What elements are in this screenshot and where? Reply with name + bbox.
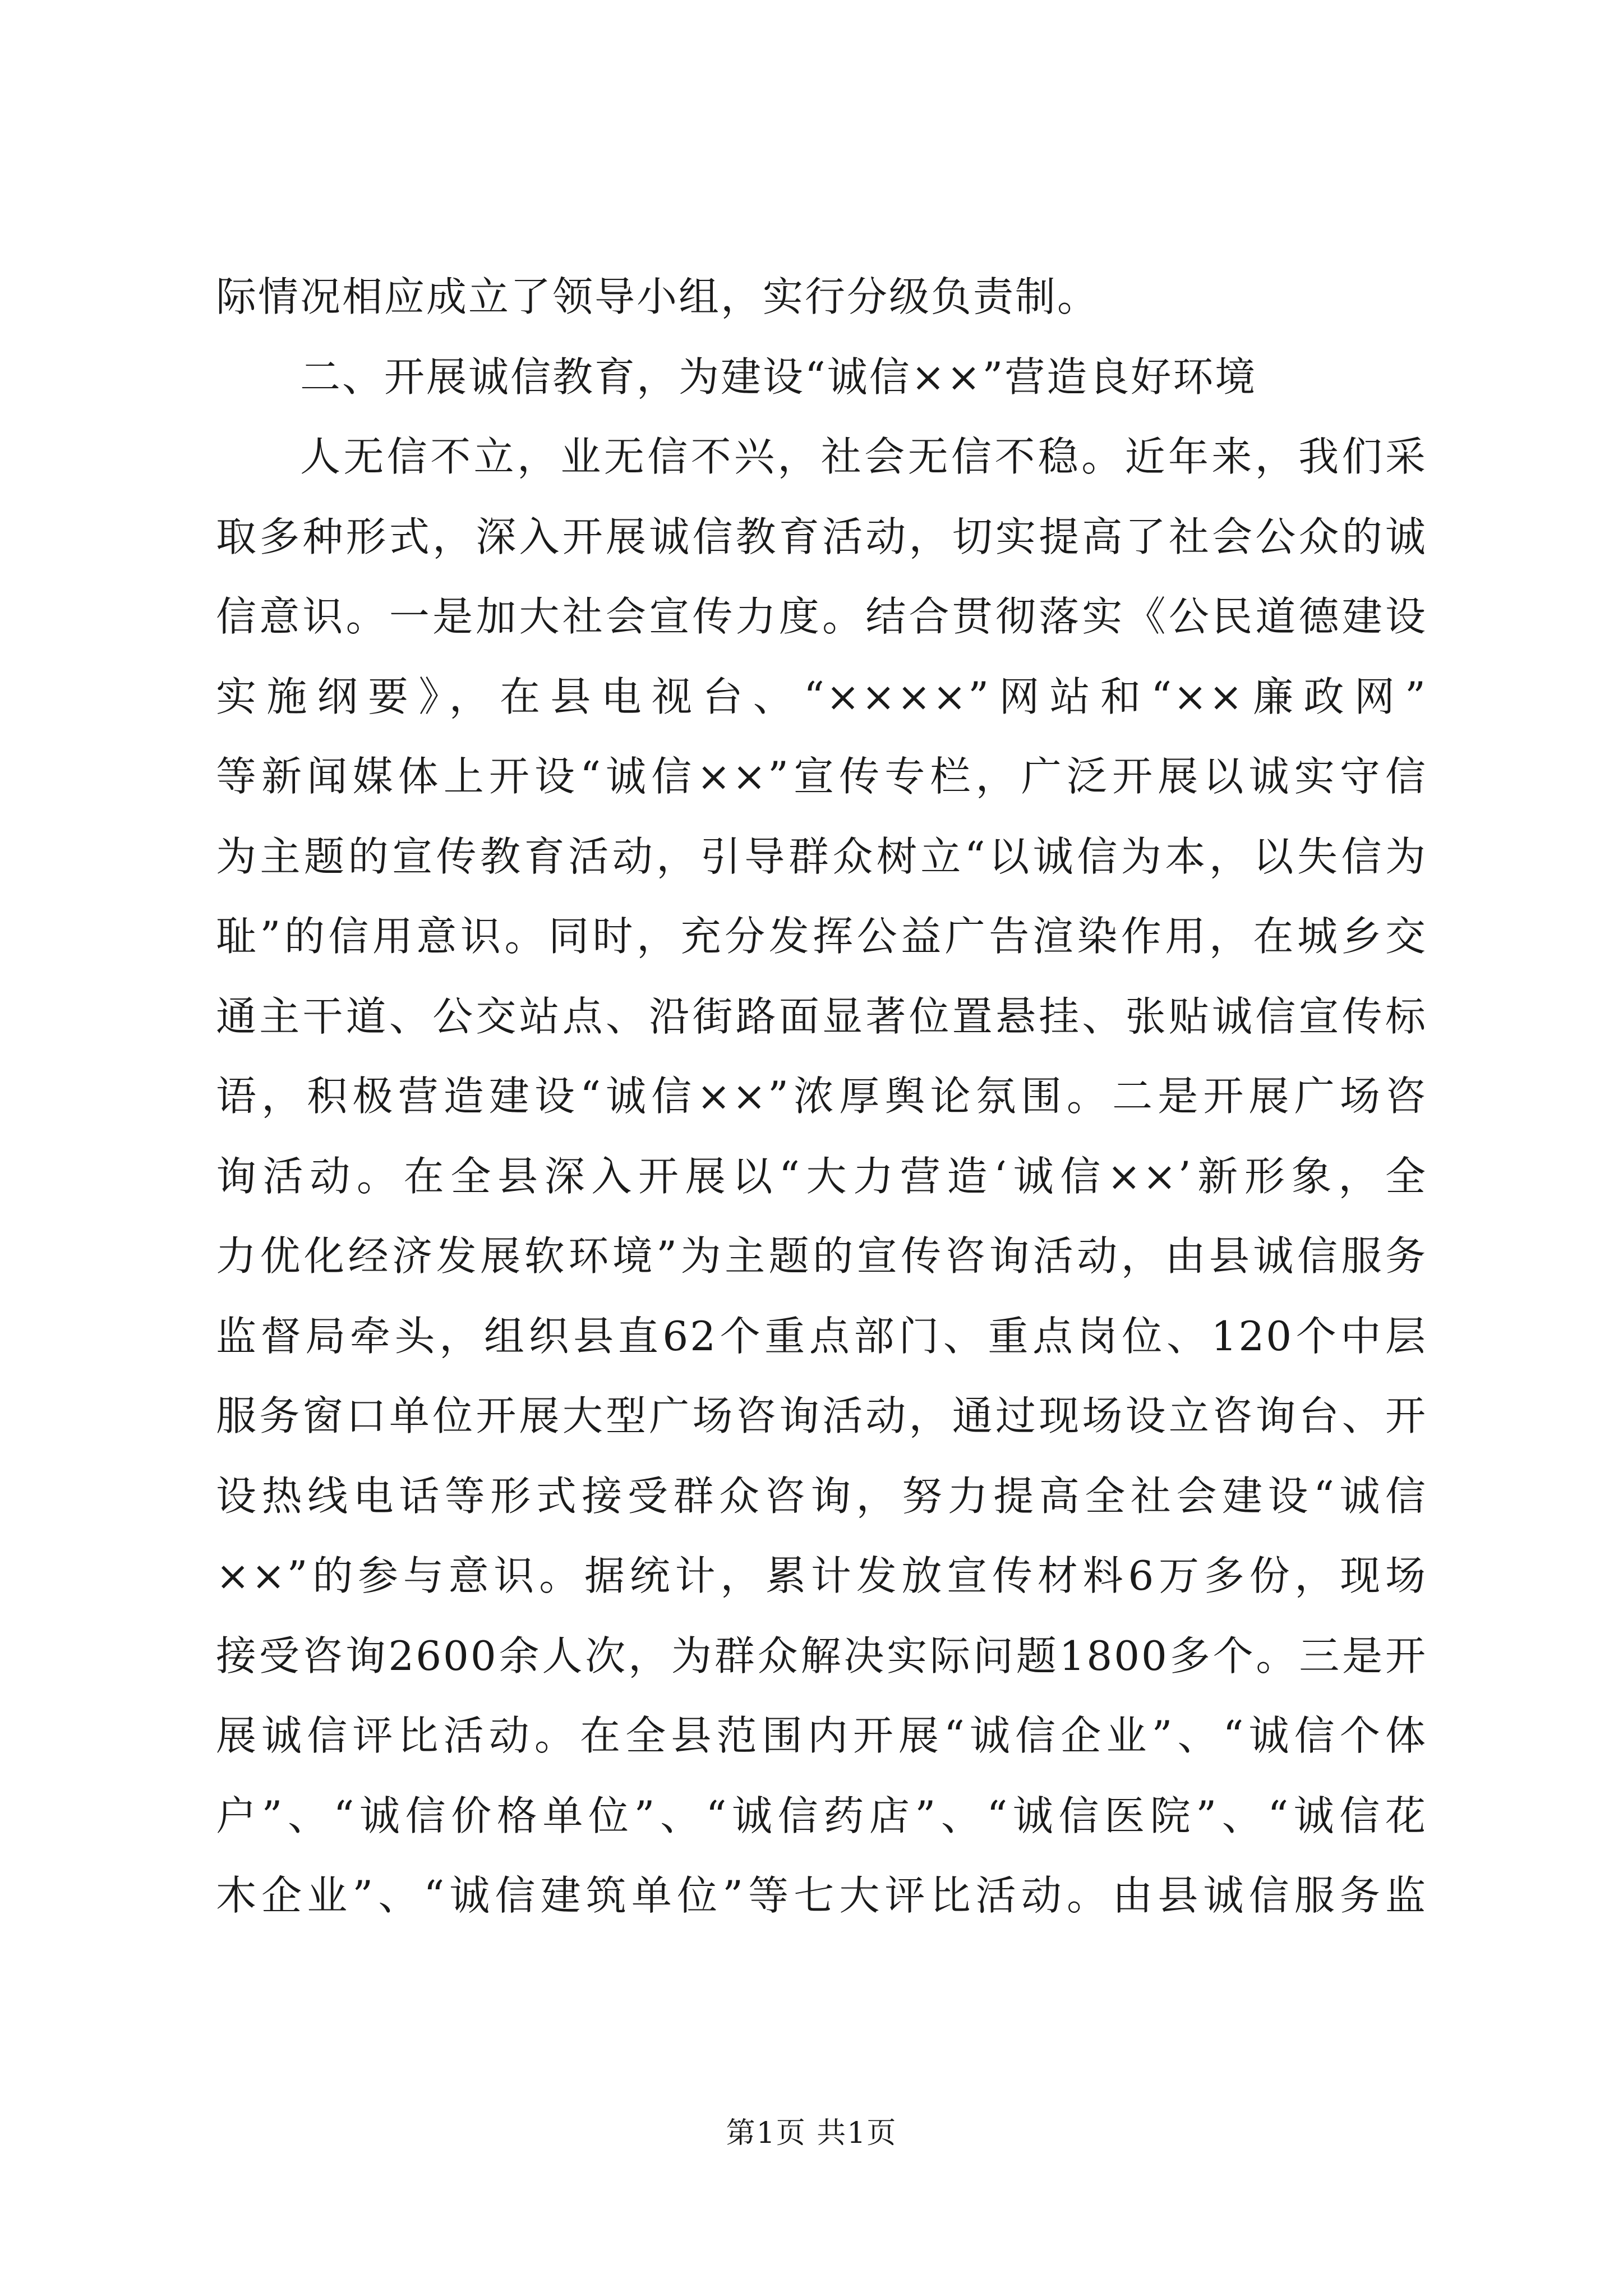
text-line: 木企业”、“诚信建筑单位”等七大评比活动。由县诚信服务监 [216,1872,1427,1919]
text-line: 力优化经济发展软环境”为主题的宣传咨询活动，由县诚信服务 [216,1232,1427,1280]
text-line: 接受咨询2600余人次，为群众解决实际问题1800多个。三是开 [216,1632,1427,1680]
page-footer: 第1页 共1页 [726,2116,897,2150]
text-line: 监督局牵头，组织县直62个重点部门、重点岗位、120个中层 [216,1312,1427,1360]
text-line: 耻”的信用意识。同时，充分发挥公益广告渲染作用，在城乡交 [216,913,1427,960]
text-line: 询活动。在全县深入开展以“大力营造‘诚信××’新形象，全 [216,1152,1427,1200]
text-line: 等新闻媒体上开设“诚信××”宣传专栏，广泛开展以诚实守信 [216,753,1427,800]
text-line: ××”的参与意识。据统计，累计发放宣传材料6万多份，现场 [216,1552,1427,1599]
text-line: 人无信不立，业无信不兴，社会无信不稳。近年来，我们采 [300,433,1427,480]
text-line: 服务窗口单位开展大型广场咨询活动，通过现场设立咨询台、开 [216,1392,1427,1439]
text-line: 为主题的宣传教育活动，引导群众树立“以诚信为本，以失信为 [216,832,1427,880]
text-line: 际情况相应成立了领导小组，实行分级负责制。 [216,273,1100,320]
section-heading: 二、开展诚信教育，为建设“诚信××”营造良好环境 [300,353,1257,401]
text-line: 通主干道、公交站点、沿街路面显著位置悬挂、张贴诚信宣传标 [216,992,1427,1040]
text-line: 户”、“诚信价格单位”、“诚信药店”、“诚信医院”、“诚信花 [216,1792,1427,1839]
body-text [216,257,1427,1936]
text-line: 实施纲要》，在县电视台、“××××”网站和“××廉政网” [216,673,1427,720]
text-line: 设热线电话等形式接受群众咨询，努力提高全社会建设“诚信 [216,1472,1427,1520]
text-line: 展诚信评比活动。在全县范围内开展“诚信企业”、“诚信个体 [216,1712,1427,1759]
text-line: 取多种形式，深入开展诚信教育活动，切实提高了社会公众的诚 [216,513,1427,560]
text-line: 语，积极营造建设“诚信××”浓厚舆论氛围。二是开展广场咨 [216,1073,1427,1120]
text-line: 信意识。一是加大社会宣传力度。结合贯彻落实《公民道德建设 [216,593,1427,640]
